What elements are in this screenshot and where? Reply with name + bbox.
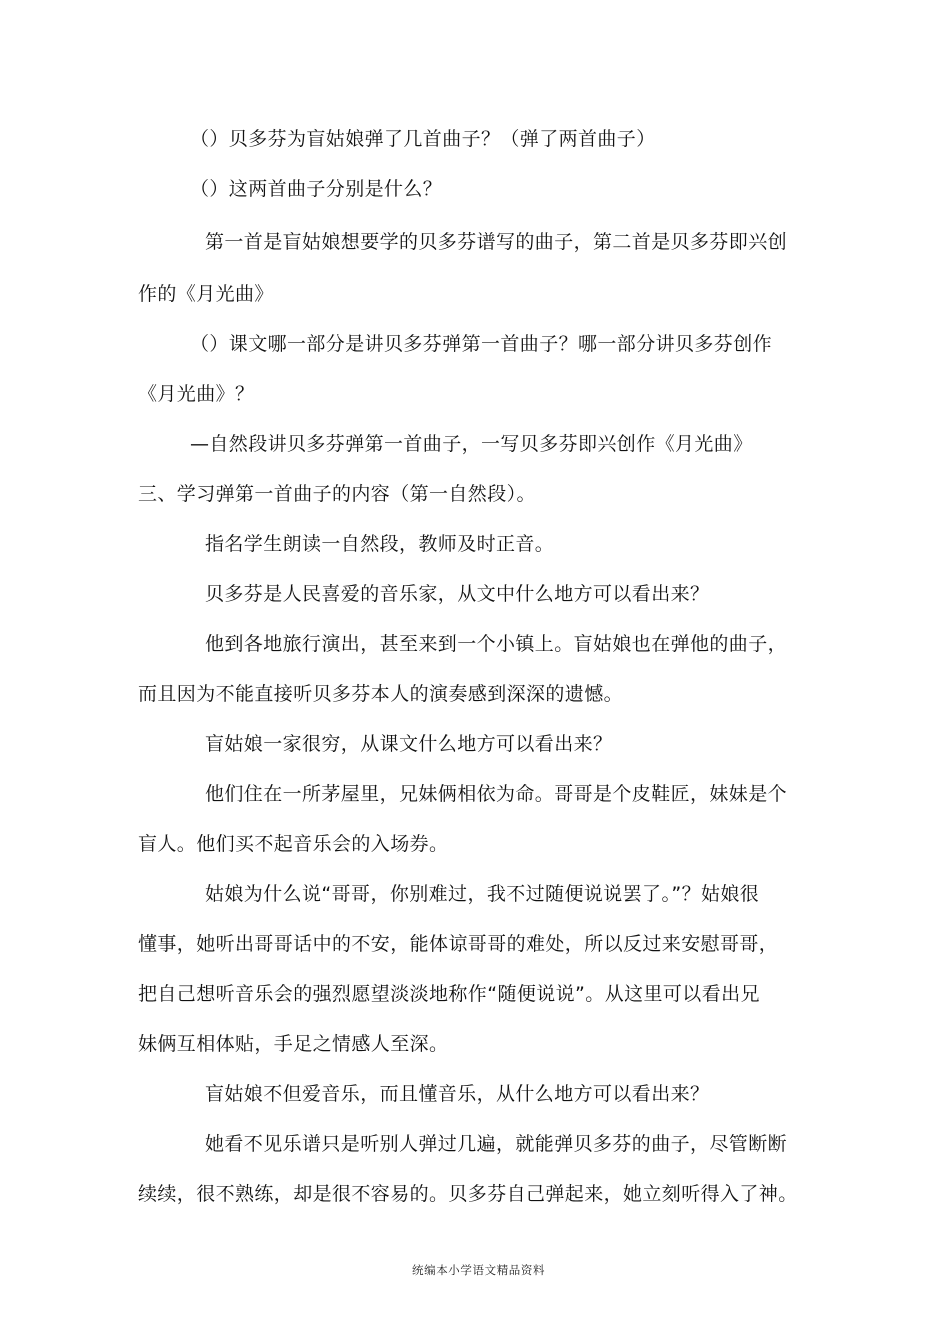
question-line-which-pieces: （）这两首曲子分别是什么？ (190, 178, 443, 200)
body-line-girl-speech-1: 姑娘为什么说“哥哥，你别难过，我不过随便说说罢了。”？姑娘很 (205, 883, 760, 905)
answer-line-1: 第一首是盲姑娘想要学的贝多芬谱写的曲子，第二首是贝多芬即兴创 (205, 231, 788, 253)
answer-line-understands-music-2: 续续，很不熟练，却是很不容易的。贝多芬自己弹起来，她立刻听得入了神。 (138, 1183, 798, 1205)
answer-line-understands-music-1: 她看不见乐谱只是听别人弹过几遍，就能弹贝多芬的曲子，尽管断断 (205, 1133, 788, 1155)
question-line-count-pieces: （）贝多芬为盲姑娘弹了几首曲子？（弹了两首曲子） (190, 128, 656, 150)
question-line-musician: 贝多芬是人民喜爱的音乐家，从文中什么地方可以看出来？ (205, 583, 710, 605)
question-line-which-part: （）课文哪一部分是讲贝多芬弹第一首曲子？哪一部分讲贝多芬创作 (190, 333, 773, 355)
section-heading: 三、学习弹第一首曲子的内容（第一自然段）。 (138, 483, 536, 505)
body-line-read-aloud: 指名学生朗读一自然段，教师及时正音。 (205, 533, 555, 555)
body-line-girl-speech-3: 把自己想听音乐会的强烈愿望淡淡地称作“随便说说”。从这里可以看出兄 (138, 983, 760, 1005)
answer-line-musician-1: 他到各地旅行演出，甚至来到一个小镇上。盲姑娘也在弹他的曲子， (205, 633, 788, 655)
question-line-understands-music: 盲姑娘不但爱音乐，而且懂音乐，从什么地方可以看出来？ (205, 1083, 710, 1105)
answer-line-musician-2: 而且因为不能直接听贝多芬本人的演奏感到深深的遗憾。 (138, 683, 624, 705)
answer-line-poor-family-1: 他们住在一所茅屋里，兄妹俩相依为命。哥哥是个皮鞋匠，妹妹是个 (205, 783, 788, 805)
question-line-which-part-cont: 《月光曲》？ (138, 383, 255, 405)
body-line-girl-speech-2: 懂事，她听出哥哥话中的不安，能体谅哥哥的难处，所以反过来安慰哥哥， (138, 933, 779, 955)
page-footer: 统编本小学语文精品资料 (412, 1263, 546, 1277)
answer-line-paragraphs: —自然段讲贝多芬弹第一首曲子，一写贝多芬即兴创作《月光曲》 (190, 433, 753, 455)
body-line-girl-speech-4: 妹俩互相体贴，手足之情感人至深。 (138, 1033, 449, 1055)
answer-line-2: 作的《月光曲》 (138, 283, 274, 305)
answer-line-poor-family-2: 盲人。他们买不起音乐会的入场券。 (138, 833, 449, 855)
question-line-poor-family: 盲姑娘一家很穷，从课文什么地方可以看出来？ (205, 733, 613, 755)
